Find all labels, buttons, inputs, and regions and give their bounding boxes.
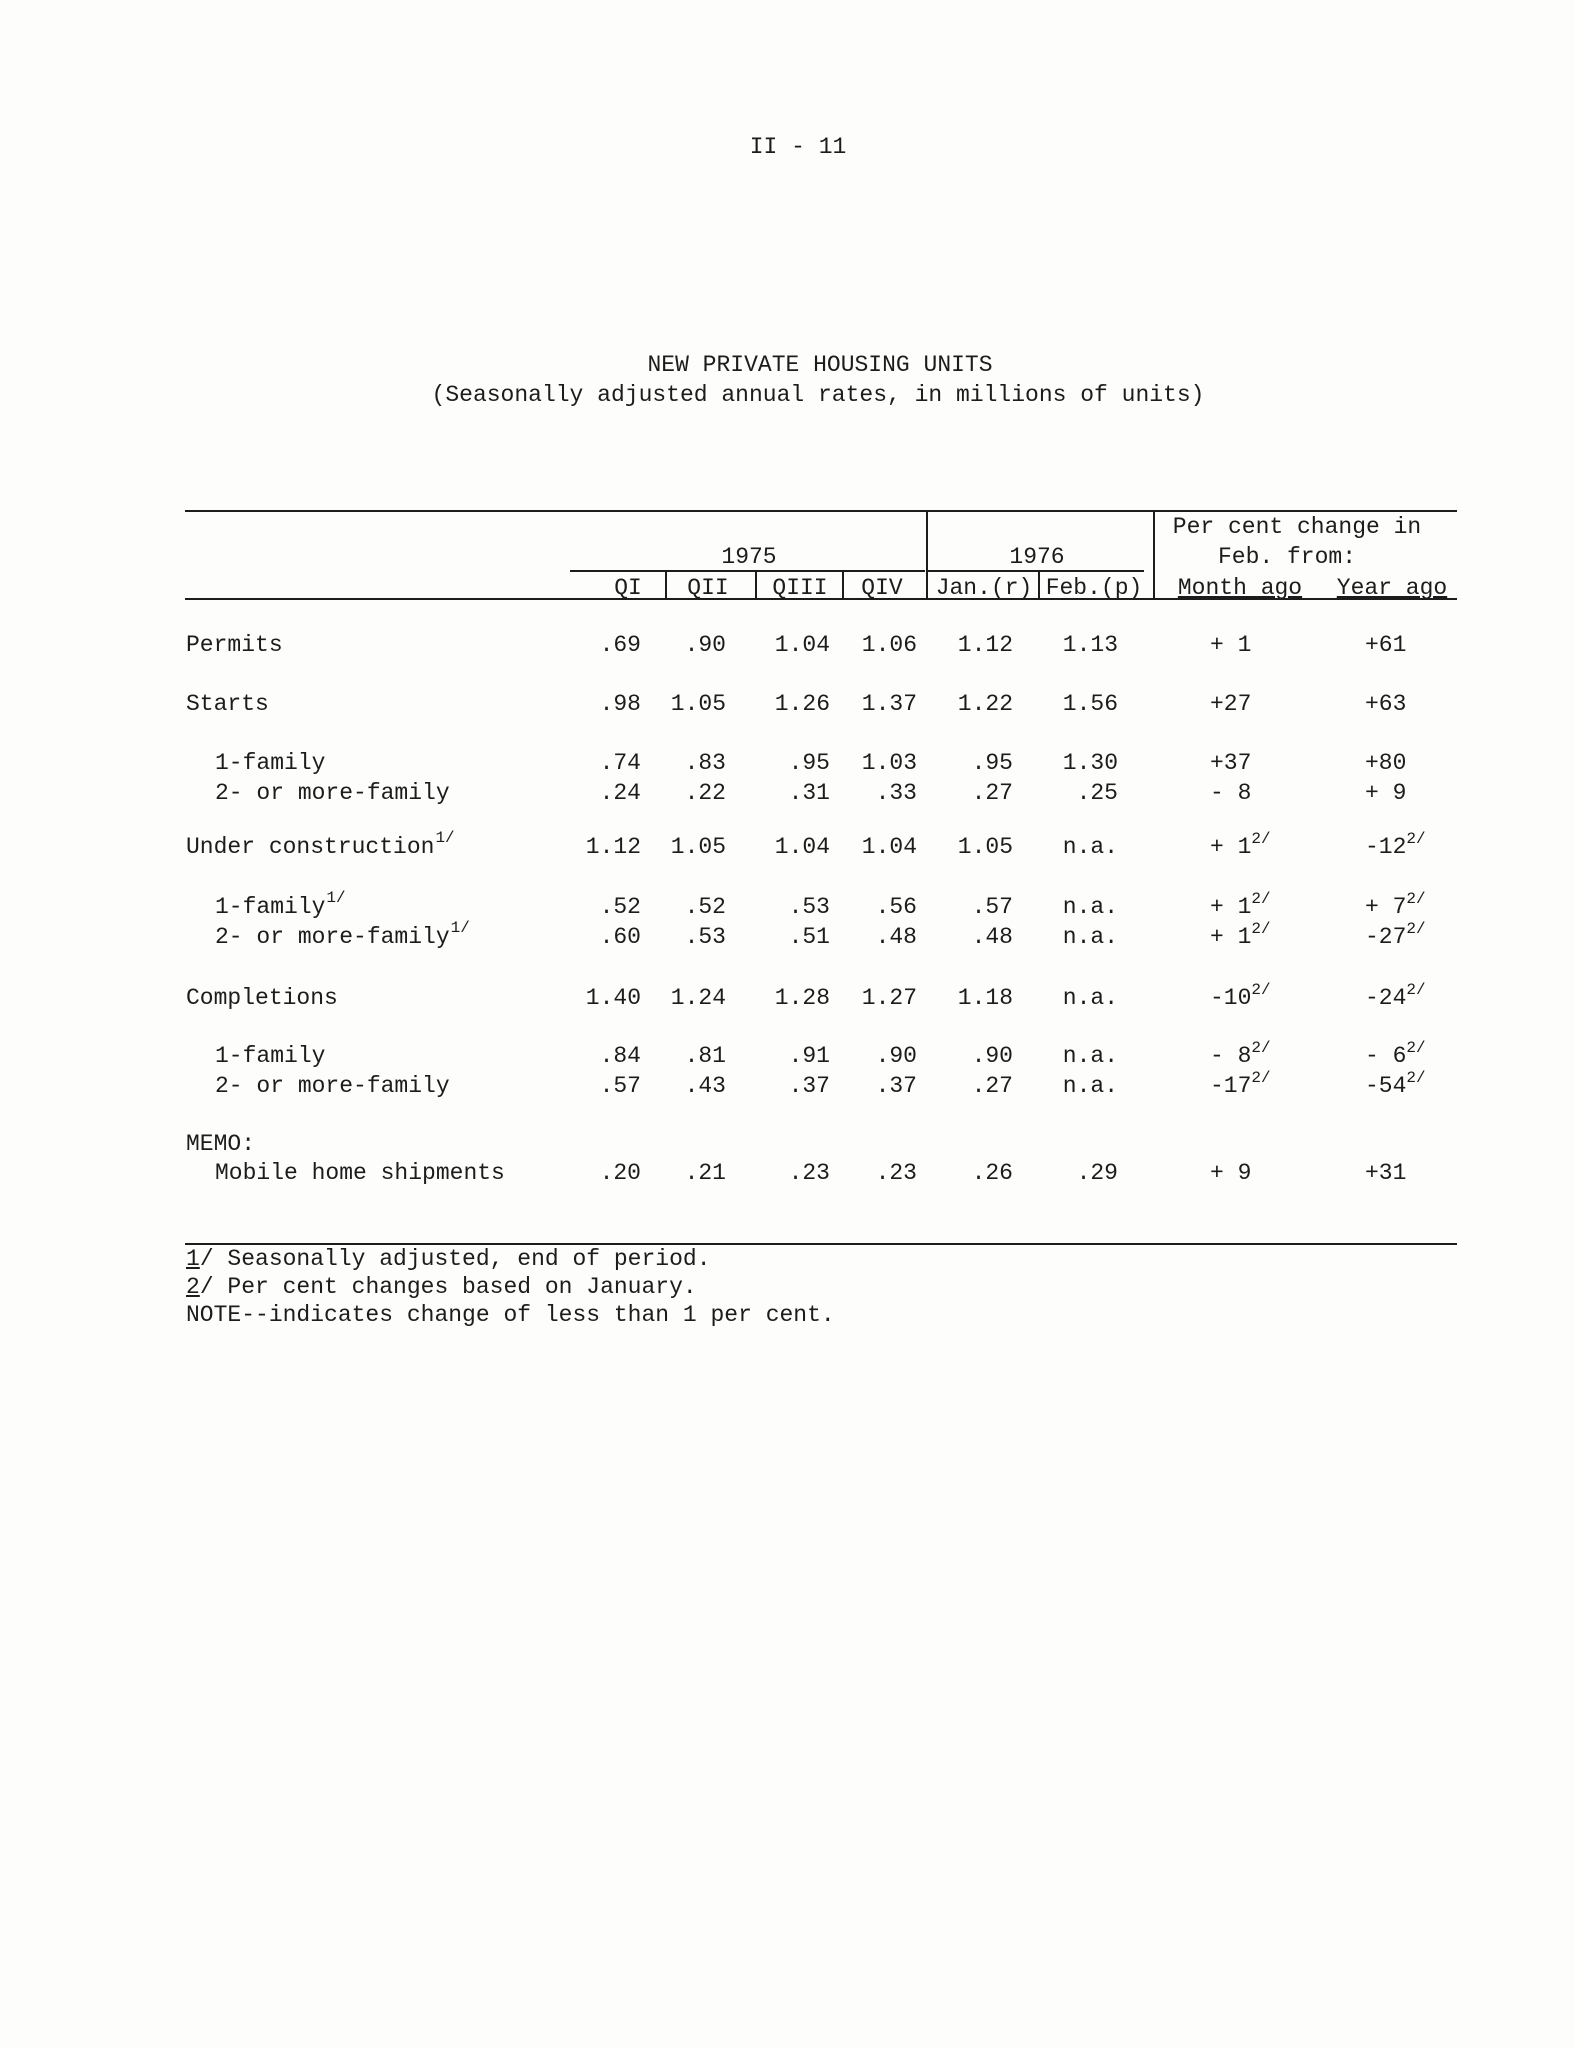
table-cell: .57 <box>971 894 1013 920</box>
cell-month-ago: - 8$^{2/}$ <box>1210 1039 1271 1069</box>
cell-year-ago: - 6$^{2/}$ <box>1365 1039 1426 1069</box>
col-header-qii: QII <box>687 575 729 601</box>
table-subtitle: (Seasonally adjusted annual rates, in millions of units) <box>431 382 1205 408</box>
cell-month-ago: +37 <box>1210 750 1252 776</box>
table-cell: n.a. <box>1062 894 1118 920</box>
cell-month-ago: +27 <box>1210 691 1252 717</box>
footnote-ref: 2/ <box>1406 920 1426 938</box>
cell-year-ago: -54$^{2/}$ <box>1365 1069 1426 1099</box>
cell-year-ago: +31 <box>1365 1160 1407 1186</box>
table-cell: .27 <box>971 1073 1013 1099</box>
footnote-ref: 2/ <box>1251 920 1271 938</box>
table-cell: .43 <box>684 1073 726 1099</box>
cell-year-ago: -12$^{2/}$ <box>1365 830 1426 860</box>
table-cell: .48 <box>875 924 917 950</box>
divider-qi-qii <box>665 572 667 598</box>
table-cell: .25 <box>1076 780 1118 806</box>
col-header-jan: Jan.(r) <box>935 575 1033 601</box>
divider-qiii-qiv <box>842 572 844 598</box>
table-cell: .26 <box>971 1160 1013 1186</box>
divider-qii-qiii <box>755 572 757 598</box>
table-cell: .52 <box>599 894 641 920</box>
cell-year-ago: +61 <box>1365 632 1407 658</box>
table-cell: .60 <box>599 924 641 950</box>
col-header-qiii: QIII <box>772 575 828 601</box>
table-cell: .29 <box>1076 1160 1118 1186</box>
row-label: 2- or more-family <box>215 1073 450 1099</box>
row-label: Mobile home shipments <box>215 1160 505 1186</box>
col-header-feb: Feb.(p) <box>1045 575 1143 601</box>
table-cell: .84 <box>599 1043 641 1069</box>
table-cell: .90 <box>684 632 726 658</box>
footnote-note: NOTE--indicates change of less than 1 per cent. <box>186 1302 835 1328</box>
table-cell: 1.37 <box>861 691 917 717</box>
cell-year-ago: -24$^{2/}$ <box>1365 981 1426 1011</box>
table-cell: 1.40 <box>585 985 641 1011</box>
header-year-1975: 1975 <box>721 544 777 570</box>
cell-month-ago: - 8 <box>1210 780 1252 806</box>
table-cell: 1.06 <box>861 632 917 658</box>
table-cell: .51 <box>788 924 830 950</box>
table-cell: .74 <box>599 750 641 776</box>
footnote-ref: 2/ <box>1406 1039 1426 1057</box>
header-year-1976: 1976 <box>1009 544 1065 570</box>
table-cell: .98 <box>599 691 641 717</box>
col-header-month-ago: Month ago <box>1177 575 1303 601</box>
year-underline-1975 <box>570 570 925 572</box>
footnote-rule <box>185 1243 1457 1245</box>
col-header-qi: QI <box>614 575 642 601</box>
cell-month-ago: + 9 <box>1210 1160 1252 1186</box>
table-cell: .22 <box>684 780 726 806</box>
table-cell: n.a. <box>1062 985 1118 1011</box>
table-cell: .90 <box>875 1043 917 1069</box>
footnote-ref: 2/ <box>1251 830 1271 848</box>
table-cell: .69 <box>599 632 641 658</box>
row-label: 1-family <box>215 1043 326 1069</box>
table-cell: .20 <box>599 1160 641 1186</box>
table-cell: 1.12 <box>957 632 1013 658</box>
table-cell: .91 <box>788 1043 830 1069</box>
table-cell: .48 <box>971 924 1013 950</box>
table-cell: .53 <box>684 924 726 950</box>
footnote-ref: 2/ <box>1251 1069 1271 1087</box>
footnote-ref: 2/ <box>1251 981 1271 999</box>
cell-year-ago: +63 <box>1365 691 1407 717</box>
footnote-ref: 1/ <box>435 829 455 847</box>
row-label: Permits <box>186 632 283 658</box>
cell-year-ago: +80 <box>1365 750 1407 776</box>
table-cell: .52 <box>684 894 726 920</box>
table-cell: 1.22 <box>957 691 1013 717</box>
table-cell: 1.04 <box>861 834 917 860</box>
table-cell: .95 <box>971 750 1013 776</box>
table-cell: 1.05 <box>957 834 1013 860</box>
footnote-ref: 2/ <box>1251 1039 1271 1057</box>
table-cell: .81 <box>684 1043 726 1069</box>
footnote-ref: 1/ <box>326 889 346 907</box>
table-cell: .90 <box>971 1043 1013 1069</box>
cell-year-ago: -27$^{2/}$ <box>1365 920 1426 950</box>
row-label: 1-family$^{1/}$ <box>215 889 346 920</box>
table-cell: .83 <box>684 750 726 776</box>
table-cell: 1.26 <box>774 691 830 717</box>
row-label: Under construction$^{1/}$ <box>186 829 455 860</box>
year-underline-1976 <box>928 570 1144 572</box>
row-label: Completions <box>186 985 338 1011</box>
footnote-ref: 2/ <box>1406 1069 1426 1087</box>
table-cell: .21 <box>684 1160 726 1186</box>
row-label: 1-family <box>215 750 326 776</box>
header-pct-change: Per cent change in <box>1172 514 1422 540</box>
cell-year-ago: + 7$^{2/}$ <box>1365 890 1426 920</box>
table-cell: 1.04 <box>774 632 830 658</box>
table-cell: .95 <box>788 750 830 776</box>
divider-1975-1976 <box>926 510 928 598</box>
table-cell: 1.13 <box>1062 632 1118 658</box>
row-label: MEMO: <box>186 1131 256 1157</box>
page-number: II - 11 <box>749 134 847 160</box>
table-cell: 1.24 <box>670 985 726 1011</box>
table-cell: n.a. <box>1062 924 1118 950</box>
cell-month-ago: + 1 <box>1210 632 1252 658</box>
cell-month-ago: -17$^{2/}$ <box>1210 1069 1271 1099</box>
table-cell: .37 <box>788 1073 830 1099</box>
cell-month-ago: -10$^{2/}$ <box>1210 981 1271 1011</box>
row-label: Starts <box>186 691 269 717</box>
table-cell: .56 <box>875 894 917 920</box>
table-cell: .31 <box>788 780 830 806</box>
cell-month-ago: + 1$^{2/}$ <box>1210 920 1271 950</box>
table-cell: 1.05 <box>670 691 726 717</box>
table-cell: 1.04 <box>774 834 830 860</box>
table-cell: n.a. <box>1062 1073 1118 1099</box>
table-cell: .37 <box>875 1073 917 1099</box>
table-cell: 1.56 <box>1062 691 1118 717</box>
footnote-ref: 2/ <box>1251 890 1271 908</box>
table-cell: 1.18 <box>957 985 1013 1011</box>
footnote-ref: 1/ <box>450 919 470 937</box>
cell-month-ago: + 1$^{2/}$ <box>1210 830 1271 860</box>
table-cell: 1.03 <box>861 750 917 776</box>
table-cell: n.a. <box>1062 1043 1118 1069</box>
footnote-2: 2/ Per cent changes based on January. <box>186 1274 697 1300</box>
divider-1976-pct <box>1153 510 1155 598</box>
col-header-qiv: QIV <box>861 575 903 601</box>
table-cell: .23 <box>875 1160 917 1186</box>
footnote-ref: 2/ <box>1406 981 1426 999</box>
footnote-ref: 2/ <box>1406 830 1426 848</box>
table-cell: n.a. <box>1062 834 1118 860</box>
col-header-year-ago: Year ago <box>1336 575 1448 601</box>
table-cell: .27 <box>971 780 1013 806</box>
divider-jan-feb <box>1038 572 1040 598</box>
footnote-1: 1/ Seasonally adjusted, end of period. <box>186 1246 711 1272</box>
table-cell: 1.12 <box>585 834 641 860</box>
table-title: NEW PRIVATE HOUSING UNITS <box>647 352 993 378</box>
table-cell: .24 <box>599 780 641 806</box>
table-cell: 1.30 <box>1062 750 1118 776</box>
row-label: 2- or more-family <box>215 780 450 806</box>
row-label: 2- or more-family$^{1/}$ <box>215 919 470 950</box>
table-cell: 1.27 <box>861 985 917 1011</box>
cell-year-ago: + 9 <box>1365 780 1407 806</box>
table-cell: 1.05 <box>670 834 726 860</box>
header-feb-from: Feb. from: <box>1217 544 1357 570</box>
table-cell: 1.28 <box>774 985 830 1011</box>
footnote-ref: 2/ <box>1406 890 1426 908</box>
table-cell: .23 <box>788 1160 830 1186</box>
table-cell: .57 <box>599 1073 641 1099</box>
table-cell: .53 <box>788 894 830 920</box>
cell-month-ago: + 1$^{2/}$ <box>1210 890 1271 920</box>
table-top-rule <box>185 510 1457 512</box>
table-cell: .33 <box>875 780 917 806</box>
